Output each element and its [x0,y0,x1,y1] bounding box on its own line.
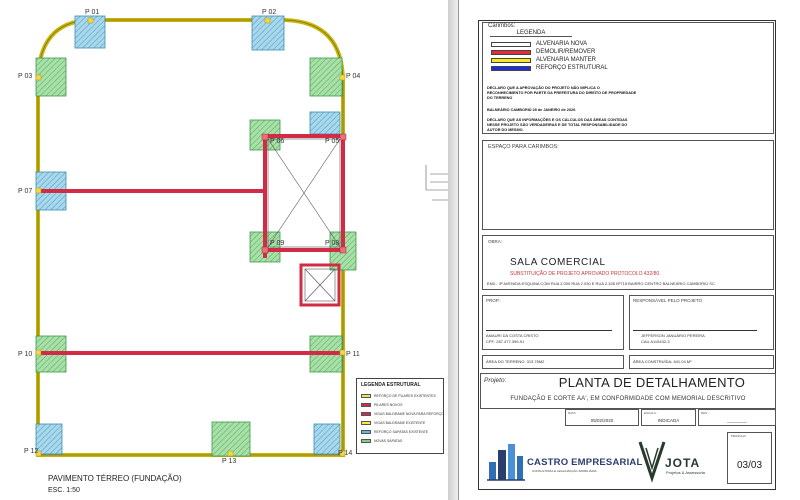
legend-header: LEGENDA [490,30,572,37]
legend-label: VIGAS BALDRAME EXISTENTE [374,420,426,425]
pillar-label: P 13 [222,458,237,465]
pillar-label: P 11 [346,351,360,358]
responsible-label: RESPONSÁVEL PELO PROJETO [633,298,703,303]
legend-swatch [361,421,371,425]
owner-label: PROP.: [486,298,501,303]
footing-pads [36,16,356,456]
legend-label: REFORÇO DE PILARES EXISTENTES [374,393,436,398]
drawing-title: PAVIMENTO TÉRREO (FUNDAÇÃO) [48,474,182,483]
scale-label: ESCALA: [644,411,657,415]
legend-item [361,400,439,409]
project-protocol: SUBSTITUIÇÃO DE PROJETO APROVADO PROTOCOLO 432/80. [510,271,661,277]
project-name: SALA COMERCIAL [510,257,606,268]
legend-label: REFORÇO SAPATAS EXISTENTE [374,429,429,434]
scale-cell [641,409,696,426]
built-area: ÁREA CONSTRUÍDA: 641.04 M² [633,359,692,364]
land-area: ÁREA DO TERRENO: 313.76M2 [486,359,545,364]
project-label: OBRA: [488,239,503,244]
legend-swatch [361,439,371,443]
legend-swatch [361,394,371,398]
legend-item [491,49,631,55]
jota-logo-tagline: Projetos & Assessoria [666,470,705,475]
perimeter-wall [38,20,343,455]
drawing-label: Projeto: [484,377,507,384]
stamps-space-label: ESPAÇO PARA CARIMBOS: [488,144,559,150]
pillar-label: P 05 [325,138,340,145]
jota-logo-icon [638,438,666,484]
void-crosses [268,139,340,301]
legend-item [491,41,631,47]
pillar-label: P 14 [338,450,353,457]
legend-title: LEGENDA ESTRUTURAL [361,382,421,388]
owner-cpf: CPF: 287.477.399-91 [486,339,525,344]
stamps-space-box [482,140,774,230]
drawing-name: PLANTA DE DETALHAMENTO [558,375,746,390]
legend-swatch [361,430,371,434]
legend-label: NOVAS SAPATAS [374,438,403,443]
pillar-label: P 03 [18,73,33,80]
castro-logo-name: CASTRO EMPRESARIAL [527,457,643,468]
declaration-date: BALNEÁRIO CAMBORIÚ 28 de JANEIRO de 2020. [487,108,577,112]
drawing-scale: ESC. 1:50 [48,487,80,494]
responsible-signature-line [633,330,757,331]
new-beams [38,136,343,353]
legend-item [361,418,439,427]
declaration-areas: DECLARO QUE AS INFORMAÇÕES E OS CÁLCULOS DAS ÁREAS CONTIDAS NESSE PROJETO SÃO VERDADEIRAS E DE TOTAL RESPONSABILIDADE DO AUTOR DO MESMO. [487,118,628,132]
legend-item [361,391,439,400]
pillar-label: P 10 [18,351,33,358]
date-value: 05/02/2020 [590,418,614,423]
stamps-title: Carimbos: [488,23,516,29]
legend-item [361,409,444,418]
legend-label: DEMOLIR/REMOVER [536,49,596,55]
jota-logo-name: JOTA [665,456,701,470]
pillar-label: P 01 [85,9,100,16]
legend-swatch [491,58,531,63]
drafter-label: DES.: [701,411,709,415]
responsible-name: JEFFERSON JANUÁRIO PEREIRA [641,333,705,338]
pillar-label: P 06 [270,138,285,145]
legend-swatch [491,50,531,55]
pillar-label: P 07 [18,188,33,195]
drawing-description: FUNDAÇÃO E CORTE AA', EM CONFORMIDADE COM MEMORIAL DESCRITIVO [510,396,746,402]
legend-swatch [491,42,531,47]
legend-item [361,427,439,436]
sheet-number: 03/03 [736,460,763,471]
legend-item [361,436,439,445]
pillar-label: P 02 [262,9,277,16]
legend-item [491,57,631,63]
sheet-number-box [727,432,772,484]
pillar-label: P 04 [346,73,361,80]
pillar-label: P 09 [270,240,285,247]
castro-logo-tagline: CONSULTORIA E LEGALIZAÇÃO IMOBILIÁRIA [532,469,597,473]
owner-signature-line [486,330,612,331]
legend-swatch [491,66,531,71]
scale-value: INDICADA [657,418,680,423]
pillar-label: P 12 [24,448,39,455]
pillar-label: P 08 [325,240,340,247]
owner-name: AMAURI DA COSTA CRISTO [486,333,539,338]
drafter-cell [698,409,776,426]
project-address: END.: 3ª AVENIDA ESQUINA COM RUA 2.000 RUA 2.030 E RUA 2.328 Nº715 BAIRRO CENTRO BALNEÁRIO CAMBORIÚ SC. [487,281,716,286]
date-cell [565,409,639,426]
legend-label: ALVENARIA NOVA [536,41,588,47]
declaration-property: DECLARO QUE A APROVAÇÃO DO PROJETO NÃO IMPLICA O RECONHECIMENTO POR PARTE DA PREFEITURA DO DIREITO DE PROPRIEDADE DO TERRENO [487,86,637,100]
legend-label: REFORÇO ESTRUTURAL [536,65,608,71]
legend-item [491,65,631,71]
pillars [36,18,345,456]
drafter-value: ________ [726,418,748,423]
legend-label: PILARES NOVOS [374,402,403,407]
legend-label: VIGAS BALDRAME NOVA PARA REFORÇO [374,411,444,416]
sheet-number-label: PRANCHA: [731,434,747,438]
structural-legend [356,378,444,454]
date-label: DATA: [568,411,577,415]
legend-label: ALVENARIA MANTER [536,57,596,63]
legend-swatch [361,412,371,416]
castro-logo-icon [487,440,525,482]
legend-swatch [361,403,371,407]
responsible-cau: CAU A115432-3 [641,339,670,344]
